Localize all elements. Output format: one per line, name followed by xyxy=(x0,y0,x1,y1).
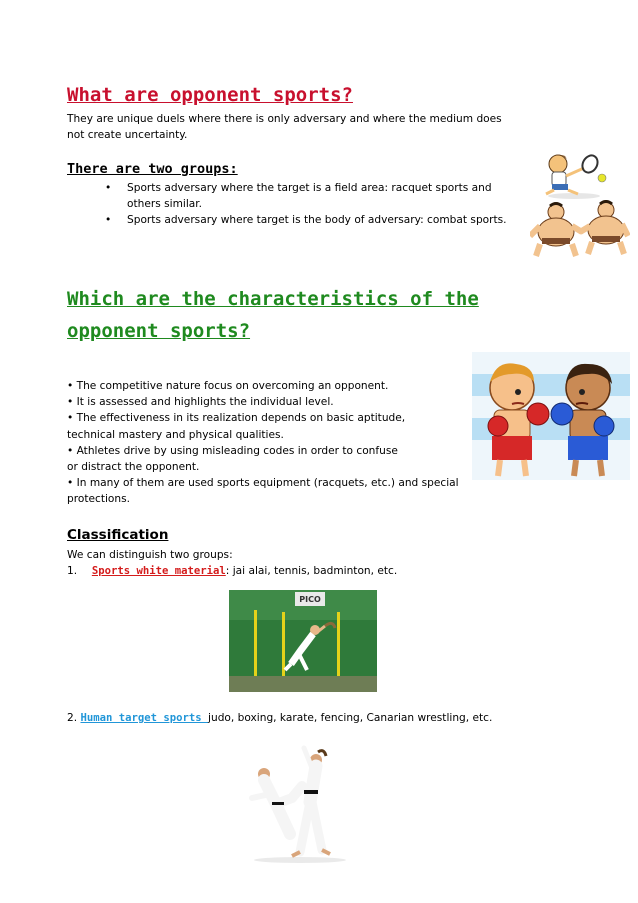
sports-white-material-link[interactable]: Sports white material xyxy=(91,565,226,577)
human-target-sports-link[interactable]: Human target sports xyxy=(80,712,209,724)
sumo-wrestlers-image xyxy=(530,200,630,258)
page-title: What are opponent sports? xyxy=(67,84,353,106)
karate-image xyxy=(246,742,354,864)
classification-item-1: 1. Sports white material: jai alai, tennis, badminton, etc. xyxy=(67,565,398,577)
tennis-player-image xyxy=(538,150,610,200)
characteristics-title: Which are the characteristics of the opponent sports? xyxy=(67,288,479,342)
classification-item-2: 2. Human target sports judo, boxing, karate, fencing, Canarian wrestling, etc. xyxy=(67,712,493,724)
list-item: • Sports adversary where target is the body of adversary: combat sports. xyxy=(97,213,537,229)
list-item: • Sports adversary where the target is a field area: racquet sports and others similar. xyxy=(97,181,537,212)
intro-paragraph: They are unique duels where there is only adversary and where the medium does not create uncertainty. xyxy=(67,113,502,141)
classification-heading: Classification xyxy=(67,527,169,543)
boxers-image xyxy=(472,352,630,480)
sign-text: PICO xyxy=(299,595,321,604)
jai-alai-image xyxy=(229,590,377,692)
groups-heading: There are two groups: xyxy=(67,161,238,177)
groups-list xyxy=(97,181,537,230)
characteristics-text: • The competitive nature focus on overcoming an opponent. • It is assessed and highlights the individual level. • The effectiveness in its realization depends on basic aptitude, technical mastery and physical qualities. • Athletes drive by using misleading codes in order to confuse or distract the opponent. • In many of them are used sports equipment (racquets, etc.) and special protections. xyxy=(67,380,459,506)
classification-intro: We can distinguish two groups: xyxy=(67,549,233,561)
